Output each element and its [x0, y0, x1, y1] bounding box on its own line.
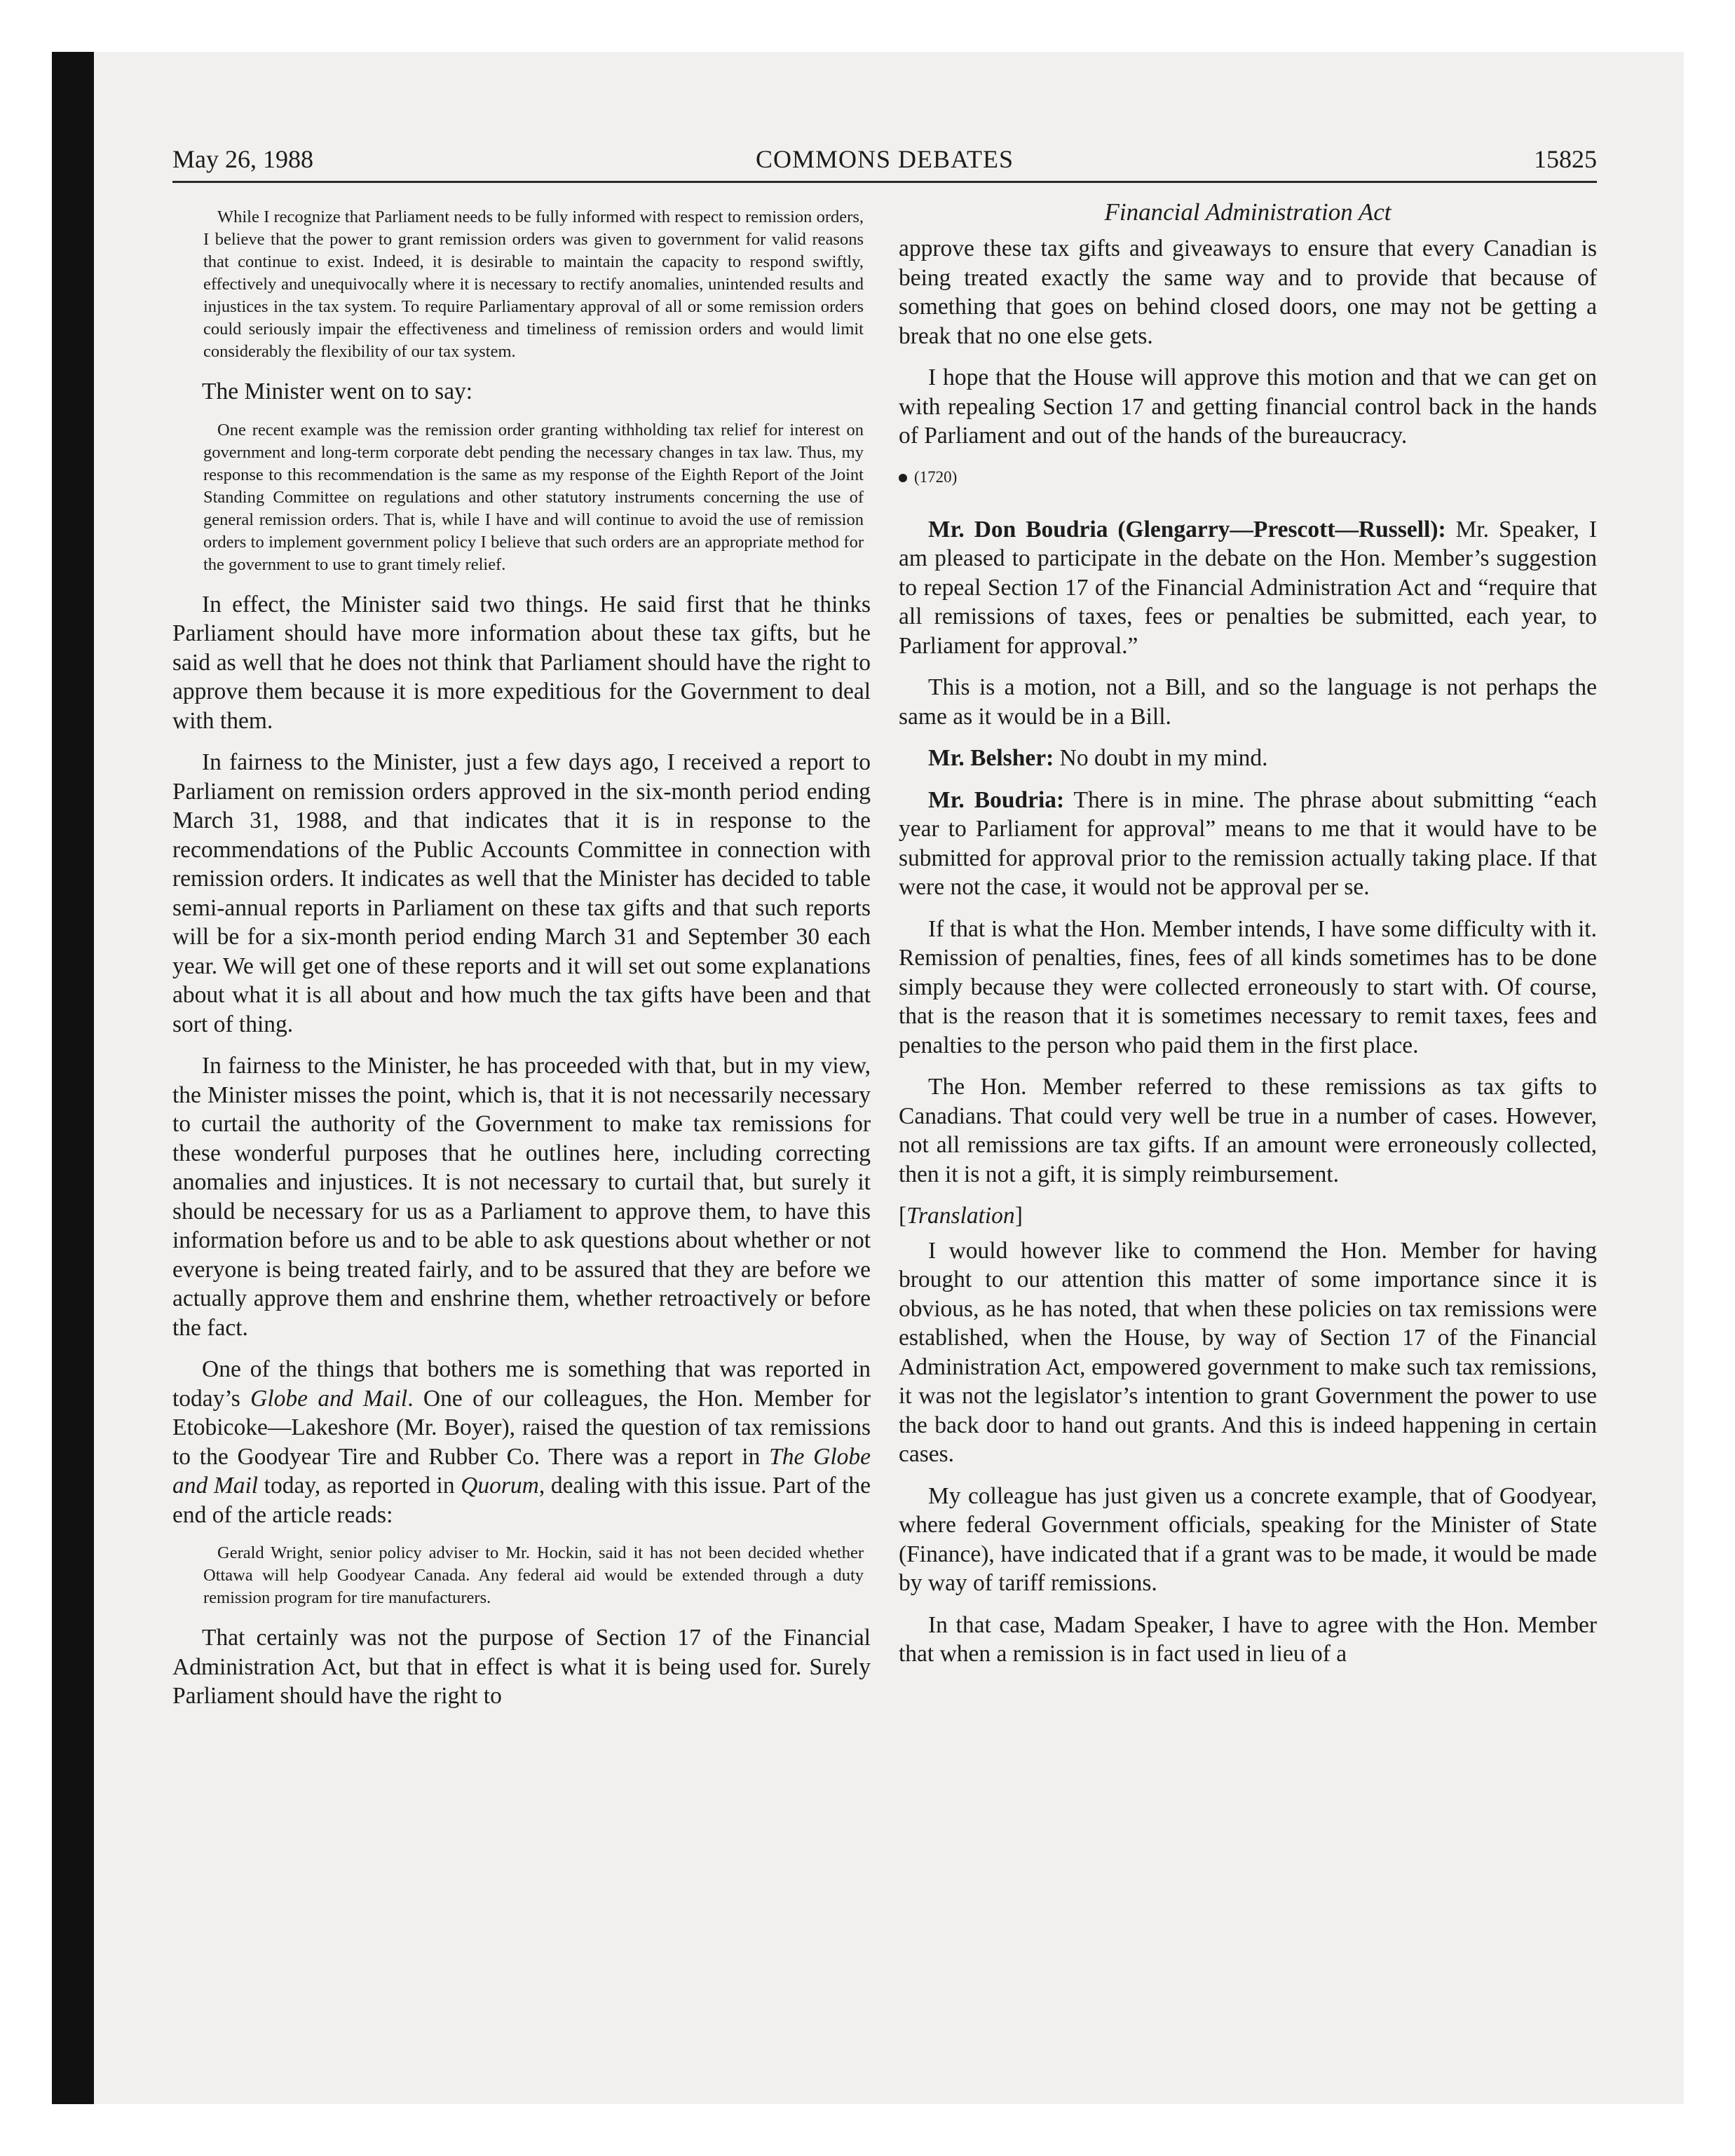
translation-tag: [899, 1201, 1597, 1231]
paragraph-hope-house-approves: I hope that the House will approve this motion and that we can get on with repealing Section 17 and getting financial control back in the hands of Parliament and out of the hands of the bureaucracy.: [899, 364, 1597, 449]
publication-title: Globe and Mail: [250, 1385, 408, 1412]
paragraph-goodyear-example: My colleague has just given us a concrete example, that of Goodyear, where federal Government officials, speaking for the Minister of State (Finance), have indicated that if a grant was to be made, it would be made by way of tariff remissions.: [899, 1482, 1597, 1596]
paragraph-globe-and-mail: [172, 1355, 871, 1529]
running-header: [172, 140, 1597, 183]
time-marker: [899, 463, 1597, 491]
bracket-close: ]: [1014, 1203, 1023, 1229]
paragraph-minister-went-on: The Minister went on to say:: [202, 378, 473, 404]
bracket-open: [: [899, 1203, 907, 1229]
paragraph-commend-member: I would however like to commend the Hon. Member for having brought to our attention this matter of some importance since it is obvious, as he has noted, that when these policies on tax remissions were established, when the House, by way of Section 17 of the Financial Administration Act, empowered government to make such tax remissions, it was not the legislator’s intention to grant Government the power to use the back door to hand out grants. And this is indeed happening in certain cases.: [899, 1237, 1597, 1467]
time-marker-text: (1720): [914, 468, 958, 486]
header-page-number: 15825: [1534, 145, 1597, 173]
quote-gerald-wright: Gerald Wright, senior policy adviser to Mr. Hockin, said it has not been decided whether Ottawa will help Goodyear Canada. Any federal aid would be extended through a duty remission program for tire manufacturers.: [203, 1543, 864, 1607]
left-column: [172, 196, 871, 1724]
page-content: [172, 140, 1597, 1935]
publication-title: The Globe and Mail: [172, 1443, 871, 1499]
text-run: . One of our colleagues, the Hon. Member for Etobicoke—Lakeshore (Mr. Boyer), raised the question of tax remissions to the Goodyear Tire and Rubber Co. There was a report in: [172, 1385, 871, 1470]
publication-title: Quorum: [461, 1473, 539, 1499]
translation-label: Translation: [906, 1203, 1015, 1229]
binding-edge: [52, 52, 94, 2104]
header-date: May 26, 1988: [172, 145, 313, 173]
text-run: today, as reported in: [258, 1473, 461, 1499]
bullet-icon: [899, 474, 907, 482]
paragraph-fairness-report: In fairness to the Minister, just a few days ago, I received a report to Parliament on remission orders approved in the six-month period ending March 31, 1988, and that indicates that it is in response to the recommendations of the Public Accounts Committee in connection with remission orders. It indicates as well that the Minister has decided to table semi-annual reports in Parliament on these tax gifts and that such reports will be for a six-month period ending March 31 and September 30 each year. We will get one of these reports and it will set out some explanations about what it is all about and how much the tax gifts have been and that sort of thing.: [172, 749, 871, 1037]
paragraph-boudria-reply: [899, 786, 1597, 902]
paragraph-section-17-purpose: That certainly was not the purpose of Section 17 of the Financial Administration Act, but that in effect is what it is being used for. Surely Parliament should have the right to: [172, 1625, 871, 1709]
speech-text: No doubt in my mind.: [1054, 745, 1268, 771]
paragraph-belsher: [899, 744, 1597, 773]
quote-remission-example: One recent example was the remission order granting withholding tax relief for interest on government and long-term corporate debt pending the necessary changes in tax law. Thus, my response to this recommendation is the same as my response of the Eighth Report of the Joint Standing Committee on regulations and other statutory instruments concerning the use of general remission orders. That is, while I have and will continue to avoid the use of remission orders to implement government policy I believe that such orders are an appropriate method for the government to use to grant timely relief.: [203, 420, 864, 574]
paragraph-fairness-misses-point: In fairness to the Minister, he has proceeded with that, but in my view, the Minister misses the point, which is, that it is not necessarily necessary to curtail the authority of the Government to make tax remissions for these wonderful purposes that he outlines here, including correcting anomalies and injustices. It is not necessary to curtail that, but surely it should be necessary for us as a Parliament to approve them, to have this information before us and to be able to ask questions about whether or not everyone is being treated fairly, and to be assured that they are before we actually approve them and enshrine them, whether retroactively or before the fact.: [172, 1053, 871, 1341]
quote-minister-remission: While I recognize that Parliament needs to be fully informed with respect to remission orders, I believe that the power to grant remission orders was given to government for valid reasons that continue to exist. Indeed, it is desirable to maintain the capacity to respond swiftly, effectively and unequivocally where it is necessary to rectify anomalies, unintended results and injustices in the tax system. To require Parliamentary approval of all or some remission orders could seriously impair the effectiveness and timeliness of remission orders and would limit considerably the flexibility of our tax system.: [203, 207, 864, 361]
right-column: [899, 196, 1597, 1681]
paragraph-two-things: In effect, the Minister said two things. He said first that he thinks Parliament should have more information about these tax gifts, but he said as well that he does not think that Parliament should have the right to approve them because it is more expeditious for the Government to deal with them.: [172, 591, 871, 734]
speech-text: There is in mine. The phrase about submitting “each year to Parliament for approval” means to me that it would have to be submitted for approval prior to the remission actually taking place. If that were not the case, it would not be approval per se.: [899, 786, 1597, 900]
header-title: COMMONS DEBATES: [755, 145, 1014, 173]
speaker-name: Mr. Don Boudria (Glengarry—Prescott—Russell):: [928, 516, 1446, 543]
paragraph-boudria-intro: [899, 515, 1597, 661]
paragraph-tax-gifts: The Hon. Member referred to these remissions as tax gifts to Canadians. That could very well be true in a number of cases. However, not all remissions are tax gifts. If an amount were erroneously collected, then it is not a gift, it is simply reimbursement.: [899, 1074, 1597, 1187]
text-run: , dealing with this issue. Part of the end of the article reads:: [172, 1473, 871, 1528]
speech-text: Mr. Speaker, I am pleased to participate in the debate on the Hon. Member’s suggestion to repeal Section 17 of the Financial Administration Act and “require that all remissions of taxes, fees or penalties be submitted, each year, to Parliament for approval.”: [899, 516, 1597, 659]
text-run: One of the things that bothers me is something that was reported in today’s: [172, 1356, 871, 1412]
paragraph-motion-not-bill: This is a motion, not a Bill, and so the language is not perhaps the same as it would be in a Bill.: [899, 674, 1597, 730]
speaker-name: Mr. Belsher:: [928, 745, 1054, 771]
paragraph-approve-tax-gifts: approve these tax gifts and giveaways to ensure that every Canadian is being treated exactly the same way and to provide that because of something that goes on behind closed doors, one may not be getting a break that no one else gets.: [899, 236, 1597, 349]
paragraph-madam-speaker: In that case, Madam Speaker, I have to agree with the Hon. Member that when a remission is in fact used in lieu of a: [899, 1611, 1597, 1667]
speaker-name: Mr. Boudria:: [928, 786, 1065, 813]
paragraph-difficulty: If that is what the Hon. Member intends, I have some difficulty with it. Remission of penalties, fines, fees of all kinds sometimes has to be done simply because they were collected erroneously to start with. Of course, that is the reason that it is sometimes necessary to remit taxes, fees and penalties to the person who paid them in the first place.: [899, 915, 1597, 1058]
section-title: Financial Administration Act: [1104, 198, 1392, 226]
